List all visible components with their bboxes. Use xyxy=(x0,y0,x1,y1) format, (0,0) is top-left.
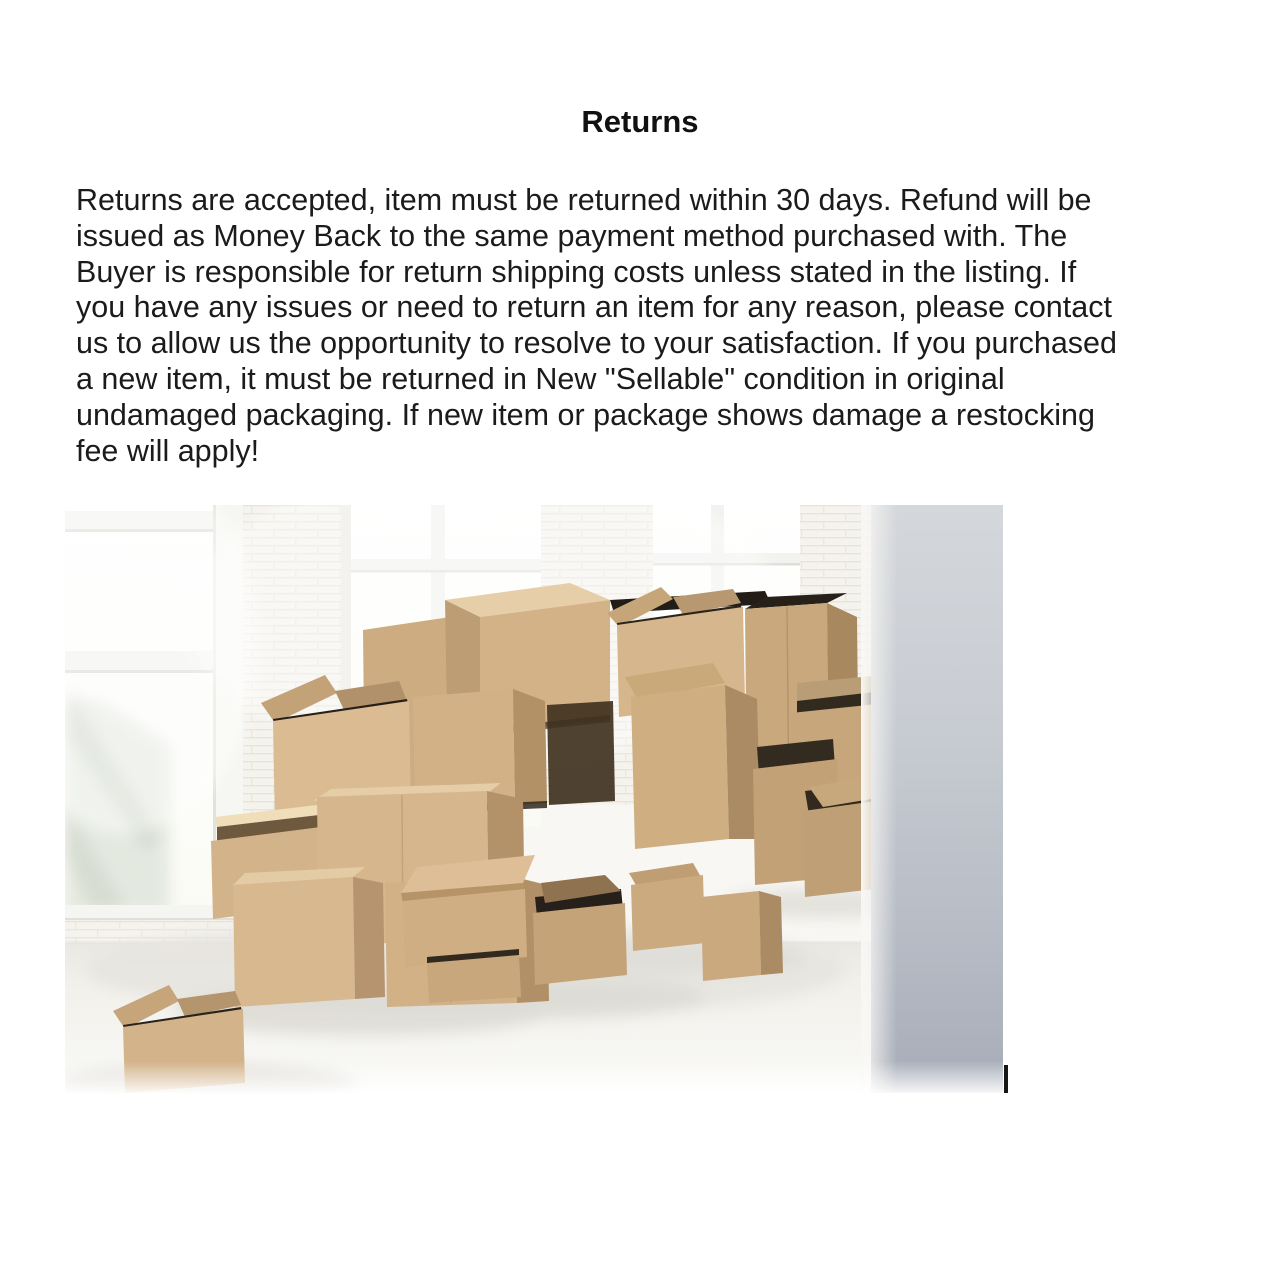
photo-bottom-fade xyxy=(65,1061,1003,1093)
policy-text-line: fee will apply! xyxy=(76,433,260,468)
boxes-photo xyxy=(65,505,1003,1093)
text-cursor-mark xyxy=(1004,1065,1008,1093)
page-title: Returns xyxy=(581,104,699,139)
boxes-photo-illustration xyxy=(65,505,1003,1093)
policy-text-line: you have any issues or need to return an item for any reason, please contact xyxy=(76,290,1112,325)
returns-policy-text xyxy=(76,183,1220,469)
policy-text-line: Returns are accepted, item must be returned within 30 days. Refund will be xyxy=(76,183,1092,217)
gray-wall-edge xyxy=(861,505,1003,1093)
policy-text-line: issued as Money Back to the same payment method purchased with. The xyxy=(76,218,1068,253)
policy-text-line: a new item, it must be returned in New "Sellable" condition in original xyxy=(76,361,1005,396)
policy-text-line: undamaged packaging. If new item or package shows damage a restocking xyxy=(76,397,1095,432)
policy-text-line: Buyer is responsible for return shipping costs unless stated in the listing. If xyxy=(76,254,1077,289)
policy-text-line: us to allow us the opportunity to resolve to your satisfaction. If you purchased xyxy=(76,326,1117,361)
